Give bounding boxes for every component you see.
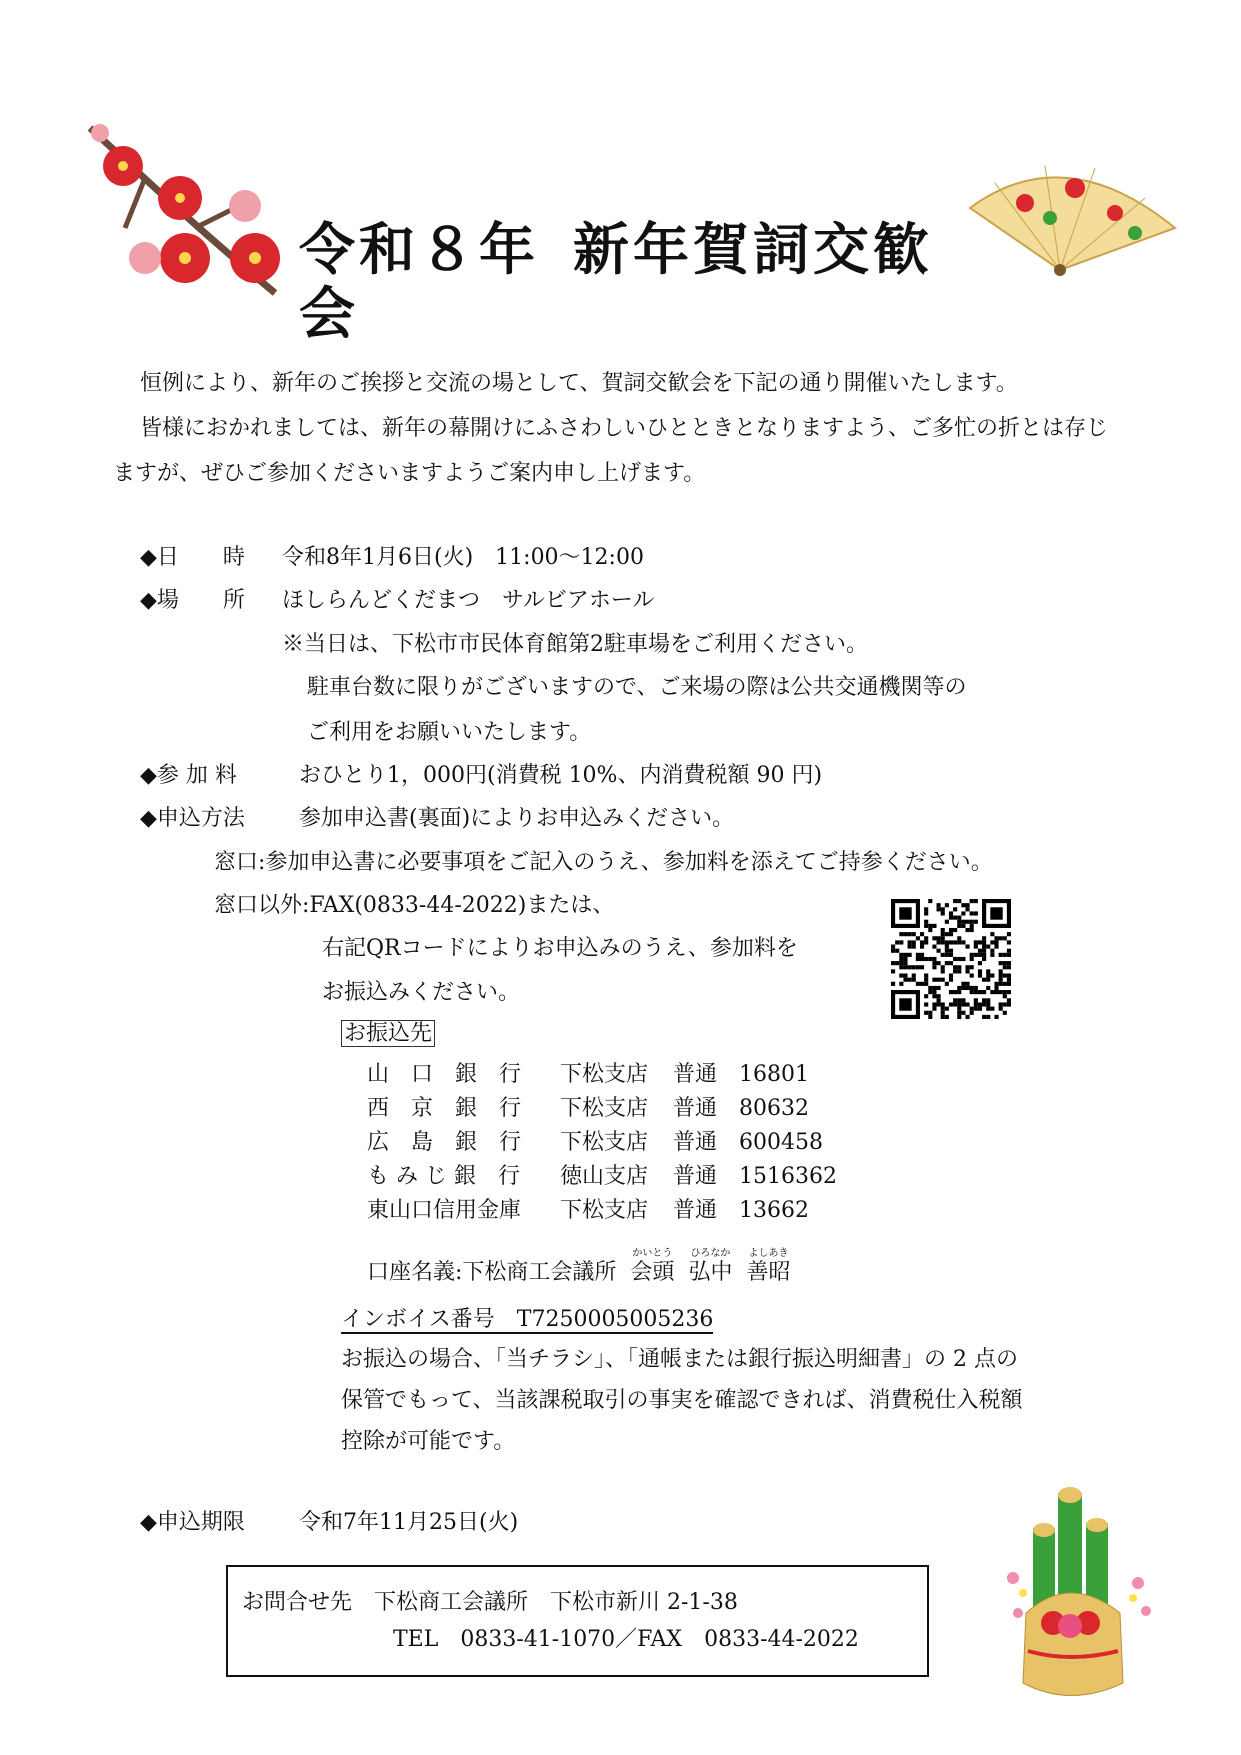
bank-row — [367, 1062, 809, 1088]
account-name: 口座名義:下松商工会議所 かいとう 会頭 ひろなか 弘中 よしあき 善昭 — [367, 1248, 791, 1285]
account-number: 13662 — [739, 1198, 809, 1223]
venue-note: 駐車台数に限りがございますので、ご来場の際は公共交通機関等の — [307, 675, 967, 700]
invoice-line: お振込の場合、「当チラシ」、「通帳または銀行振込明細書」の 2 点の — [341, 1347, 1018, 1372]
bank-branch: 下松支店 — [560, 1096, 649, 1121]
folding-fan-icon — [965, 158, 1180, 284]
venue-note: ※当日は、下松市市民体育館第2駐車場をご利用ください。 — [282, 632, 868, 657]
invoice-line: 控除が可能です。 — [341, 1429, 516, 1454]
page-title: 令和８年 新年賀詞交歓会 — [299, 217, 933, 347]
method-other-line: お振込みください。 — [322, 980, 521, 1005]
transfer-heading: お振込先 — [341, 1021, 435, 1047]
bank-name: 東山口信用金庫 — [367, 1198, 522, 1223]
method-other-line: 右記QRコードによりお申込みのうえ、参加料を — [322, 936, 798, 961]
account-number: 600458 — [739, 1130, 823, 1155]
account-number: 1516362 — [739, 1164, 837, 1189]
bank-branch: 下松支店 — [560, 1198, 649, 1223]
account-type: 普通 — [673, 1130, 718, 1155]
intro-line: 皆様におかれましては、新年の幕開けにふさわしいひとときとなりますよう、ご多忙の折とは存じ — [140, 416, 1109, 441]
bank-branch: 下松支店 — [560, 1062, 649, 1087]
qr-code[interactable] — [891, 899, 1011, 1019]
venue-row: ◆場 所 ほしらんどくだまつ サルビアホール — [140, 588, 655, 613]
account-type: 普通 — [673, 1096, 718, 1121]
intro-line: ますが、ぜひご参加くださいますようご案内申し上げます。 — [113, 461, 706, 486]
intro-line: 恒例により、新年のご挨拶と交流の場として、賀詞交歓会を下記の通り開催いたします。 — [140, 371, 1018, 396]
bank-name: 西 京 銀 行 — [367, 1096, 522, 1121]
method-window: 窓口:参加申込書に必要事項をご記入のうえ、参加料を添えてご持参ください。 — [214, 850, 993, 875]
datetime-row: ◆日 時 令和8年1月6日(火) 11:00～12:00 — [140, 545, 644, 570]
invoice-line: 保管でもって、当該課税取引の事実を確認できれば、消費税仕入税額 — [341, 1388, 1023, 1413]
bank-row — [367, 1096, 809, 1122]
method-row: ◆申込方法 参加申込書(裏面)によりお申込みください。 — [140, 806, 735, 831]
venue-note: ご利用をお願いいたします。 — [307, 720, 592, 745]
account-number: 16801 — [739, 1062, 809, 1087]
bank-branch: 徳山支店 — [560, 1164, 649, 1189]
contact-box — [226, 1565, 929, 1677]
account-type: 普通 — [673, 1198, 718, 1223]
bank-branch: 下松支店 — [560, 1130, 649, 1155]
method-other: 窓口以外:FAX(0833-44-2022)または、 — [214, 893, 615, 918]
invoice-heading: インボイス番号 T7250005005236 — [341, 1307, 714, 1332]
plum-blossom-icon — [85, 118, 300, 300]
contact-line: お問合せ先 下松商工会議所 下松市新川 2-1-38 — [242, 1590, 738, 1615]
account-type: 普通 — [673, 1062, 718, 1087]
bank-name: 山 口 銀 行 — [367, 1062, 522, 1087]
account-type: 普通 — [673, 1164, 718, 1189]
kadomatsu-icon — [998, 1483, 1163, 1705]
bank-row — [367, 1130, 823, 1156]
bank-row — [367, 1164, 837, 1190]
bank-row — [367, 1198, 809, 1224]
fee-row: ◆参 加 料 おひとり1，000円(消費税 10%、内消費税額 90 円) — [140, 763, 823, 788]
contact-line: TEL 0833-41-1070／FAX 0833-44-2022 — [393, 1627, 859, 1652]
deadline-row: ◆申込期限 令和7年11月25日(火) — [140, 1510, 519, 1535]
account-number: 80632 — [739, 1096, 809, 1121]
bank-name: 広 島 銀 行 — [367, 1130, 522, 1155]
bank-name: も み じ 銀 行 — [367, 1164, 520, 1189]
